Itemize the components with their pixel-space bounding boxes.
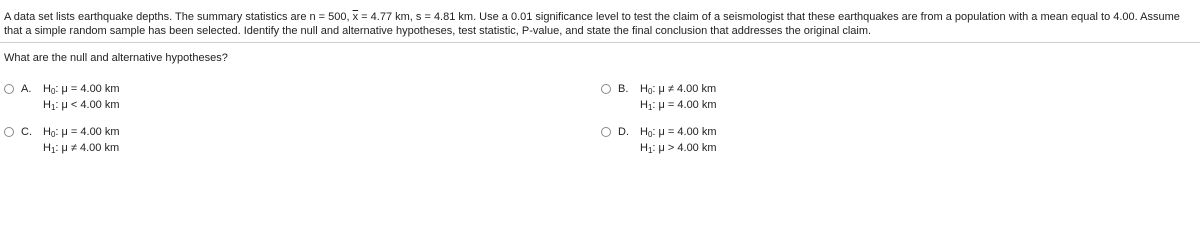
option-b-letter: B. (618, 83, 629, 95)
option-a-letter: A. (21, 83, 32, 95)
option-d-letter: D. (618, 126, 629, 138)
option-b-null-hypothesis: $H_0$: μ ≠ 4.00 km (640, 83, 717, 96)
question-prompt: What are the null and alternative hypotheses? (4, 52, 228, 64)
question-text (4, 10, 1196, 38)
option-c-null-hypothesis: $H_0$: μ = 4.00 km (43, 126, 120, 139)
option-b-alternative-hypothesis: $H_1$: μ = 4.00 km (640, 99, 717, 112)
option-b-radio[interactable] (601, 84, 611, 94)
question-text-part1: A data set lists earthquake depths. The summary statistics are n = 500, (4, 11, 353, 23)
option-d-null-hypothesis: $H_0$: μ = 4.00 km (640, 126, 717, 139)
option-a-null-hypothesis: $H_0$: μ = 4.00 km (43, 83, 120, 96)
option-c-alternative-hypothesis: $H_1$: μ ≠ 4.00 km (43, 142, 120, 155)
option-d-radio[interactable] (601, 127, 611, 137)
sample-mean-symbol: $\overline{x}$ (352, 11, 359, 23)
option-a-radio[interactable] (4, 84, 14, 94)
question-text-part2: = 4.77 km, s = 4.81 km. Use a 0.01 significance level to test the claim of a seismologist that these earthquakes are from a population with a mean equal to 4.00. Assume that a simple random sample has been selected. Identify the null and alternative hypotheses, test statistic, P-value, and state the final conclusion that addresses the original claim. (4, 11, 1180, 37)
option-d-alternative-hypothesis: $H_1$: μ > 4.00 km (640, 142, 717, 155)
option-c-radio[interactable] (4, 127, 14, 137)
divider (0, 42, 1200, 43)
option-a-alternative-hypothesis: $H_1$: μ < 4.00 km (43, 99, 120, 112)
option-c-letter: C. (21, 126, 32, 138)
